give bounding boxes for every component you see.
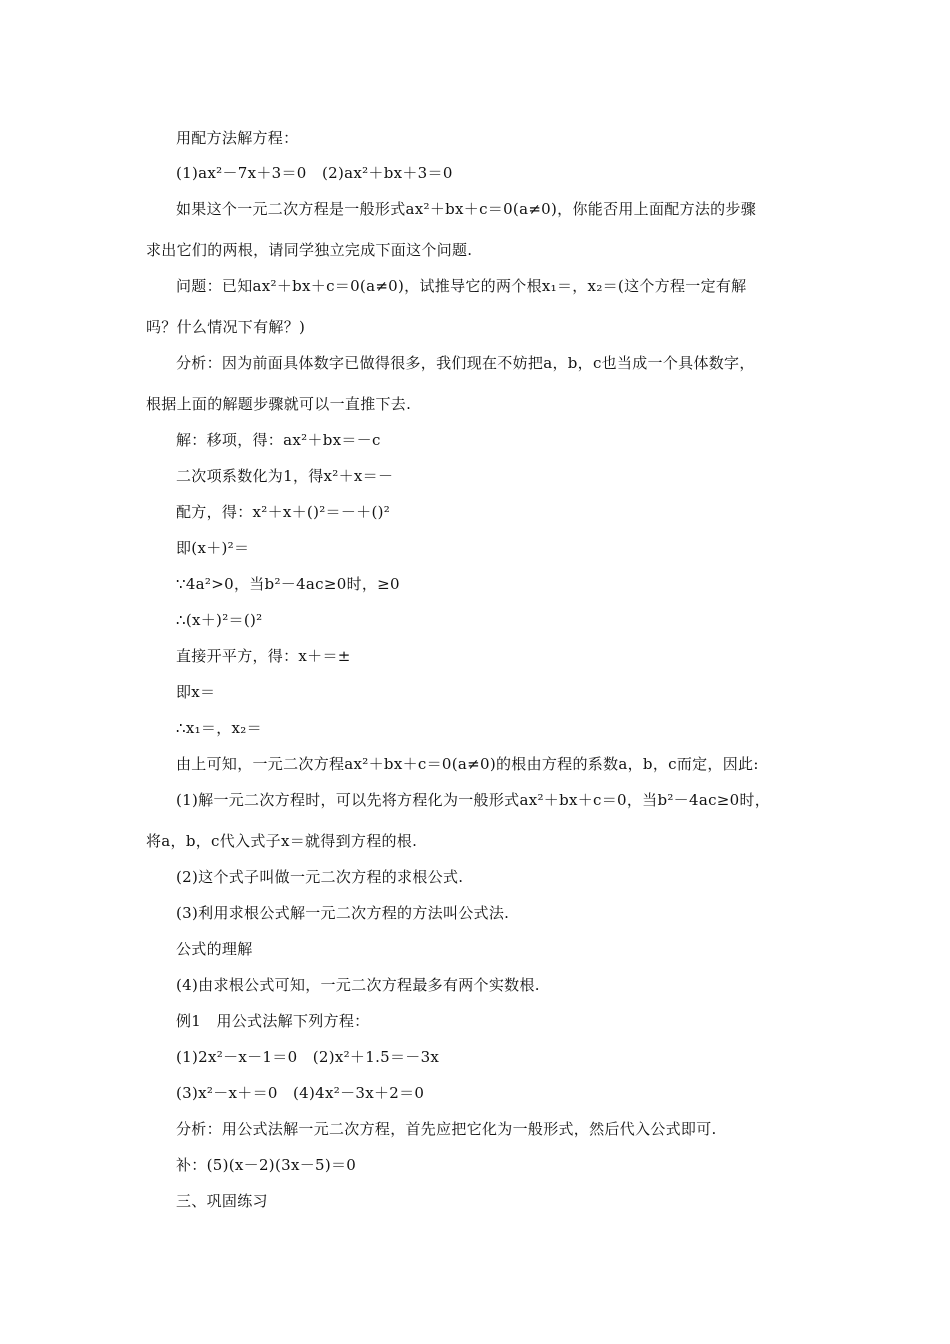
- text-line: 如果这个一元二次方程是一般形式ax²＋bx＋c＝0(a≠0)，你能否用上面配方法的步骤: [176, 200, 757, 218]
- text-line: (3)x²－x＋＝0 (4)4x²－3x＋2＝0: [176, 1084, 425, 1102]
- text-line: 吗？什么情况下有解？): [146, 318, 306, 336]
- text-line: 公式的理解: [176, 940, 253, 958]
- text-line: 补：(5)(x－2)(3x－5)＝0: [176, 1156, 357, 1174]
- text-line: 直接开平方，得：x＋＝±: [176, 647, 351, 665]
- text-line: 根据上面的解题步骤就可以一直推下去.: [146, 395, 412, 413]
- text-line: 三、巩固练习: [176, 1192, 268, 1210]
- text-line: 分析：用公式法解一元二次方程，首先应把它化为一般形式，然后代入公式即可.: [176, 1120, 717, 1138]
- text-line: 用配方法解方程：: [176, 129, 299, 147]
- text-line: (1)ax²－7x＋3＝0 (2)ax²＋bx＋3＝0: [176, 164, 453, 182]
- text-line: 配方，得：x²＋x＋()²＝－＋()²: [176, 503, 391, 521]
- text-line: 二次项系数化为1，得x²＋x＝－: [176, 467, 394, 485]
- text-line: 由上可知，一元二次方程ax²＋bx＋c＝0(a≠0)的根由方程的系数a，b，c而定，因此:: [176, 755, 759, 773]
- text-line: (2)这个式子叫做一元二次方程的求根公式.: [176, 868, 464, 886]
- text-line: ∴(x＋)²＝()²: [176, 611, 263, 629]
- text-line: 例1 用公式法解下列方程：: [176, 1012, 370, 1030]
- text-line: ∴x₁＝，x₂＝: [176, 719, 262, 737]
- text-line: (4)由求根公式可知，一元二次方程最多有两个实数根.: [176, 976, 540, 994]
- text-line: 求出它们的两根，请同学独立完成下面这个问题.: [146, 241, 473, 259]
- text-line: 将a，b，c代入式子x＝就得到方程的根.: [146, 832, 418, 850]
- text-line: 即x＝: [176, 683, 216, 701]
- text-line: 问题：已知ax²＋bx＋c＝0(a≠0)，试推导它的两个根x₁＝，x₂＝(这个方程一定有解: [176, 277, 747, 295]
- text-line: (3)利用求根公式解一元二次方程的方法叫公式法.: [176, 904, 510, 922]
- text-line: 解：移项，得：ax²＋bx＝－c: [176, 431, 381, 449]
- text-line: 分析：因为前面具体数字已做得很多，我们现在不妨把a，b，c也当成一个具体数字，: [176, 354, 755, 372]
- text-line: 即(x＋)²＝: [176, 539, 250, 557]
- text-line: (1)2x²－x－1＝0 (2)x²＋1.5＝－3x: [176, 1048, 440, 1066]
- text-line: ∵4a²>0，当b²－4ac≥0时，≥0: [176, 575, 400, 593]
- text-line: (1)解一元二次方程时，可以先将方程化为一般形式ax²＋bx＋c＝0，当b²－4ac≥0时，: [176, 791, 771, 809]
